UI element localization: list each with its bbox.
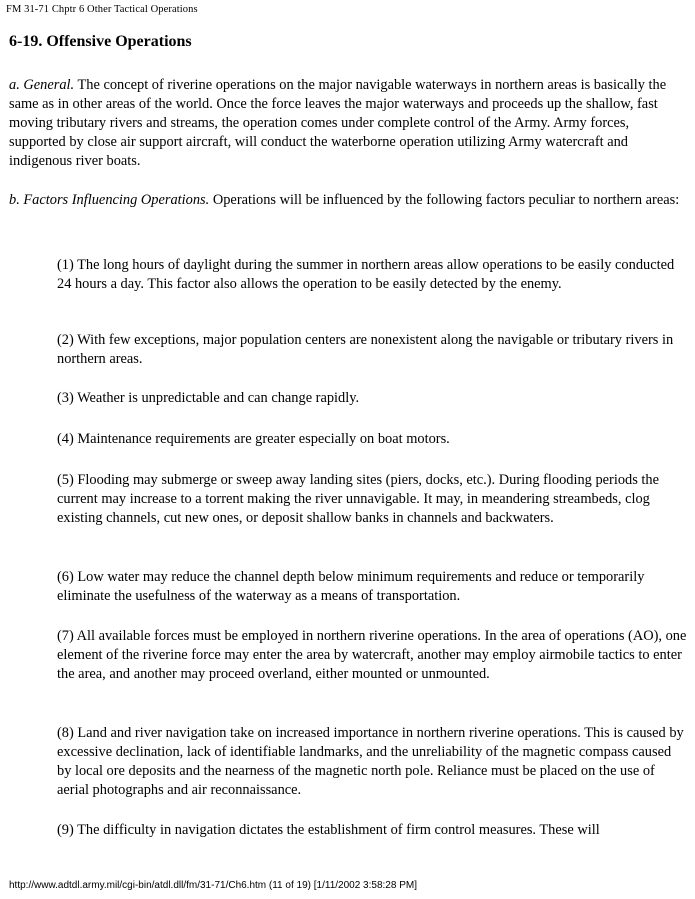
paragraph-a-label: a. General. [9,77,75,93]
factor-item-2: (2) With few exceptions, major population centers are nonexistent along the navigable or tributary rivers in northern areas. [57,332,674,367]
factor-item-5: (5) Flooding may submerge or sweep away landing sites (piers, docks, etc.). During flooding periods the current may increase to a torrent making the river unnavigable. It may, in meandering streambeds, clog existing channels, cut new ones, or deposit shallow banks in channels and backwaters. [57,472,660,526]
paragraph-a [9,76,684,171]
factor-item-7: (7) All available forces must be employed in northern riverine operations. In the area of operations (AO), one element of the riverine force may enter the area by watercraft, another may employ airmobile tactics to enter the area, and another may proceed overland, either mounted or unmounted. [57,628,687,682]
paragraph-a-text: The concept of riverine operations on the major navigable waterways in northern areas is basically the same as in other areas of the world. Once the force leaves the major waterways and proceeds up the shallow, fast moving tributary rivers and streams, the operation comes under complete control of the Army. Army forces, supported by close air support aircraft, will conduct the waterborne operation utilizing Army watercraft and indigenous river boats. [9,77,667,169]
factor-item-9: (9) The difficulty in navigation dictates the establishment of firm control measures. These will [57,822,600,838]
page-footer-url: http://www.adtdl.army.mil/cgi-bin/atdl.dll/fm/31-71/Ch6.htm (11 of 19) [1/11/2002 3:58:28 PM] [9,880,417,891]
factor-item-8: (8) Land and river navigation take on increased importance in northern riverine operations. This is caused by excessive declination, lack of identifiable landmarks, and the unreliability of the magnetic compass caused by local ore deposits and the nearness of the magnetic north pole. Reliance must be placed on the use of aerial photographs and air reconnaissance. [57,725,684,798]
section-title: 6-19. Offensive Operations [9,33,192,50]
factor-item-3: (3) Weather is unpredictable and can change rapidly. [57,390,360,406]
factor-item-4: (4) Maintenance requirements are greater especially on boat motors. [57,431,450,447]
running-header: FM 31-71 Chptr 6 Other Tactical Operations [6,4,198,15]
factor-item-6: (6) Low water may reduce the channel depth below minimum requirements and reduce or temporarily eliminate the usefulness of the waterway as a means of transportation. [57,569,645,604]
paragraph-b-label: b. Factors Influencing Operations. [9,192,210,208]
paragraph-b [9,191,684,210]
paragraph-b-text: Operations will be influenced by the following factors peculiar to northern areas: [209,192,680,208]
factor-item-1: (1) The long hours of daylight during the summer in northern areas allow operations to be easily conducted 24 hours a day. This factor also allows the operation to be easily detected by the enemy. [57,257,675,292]
